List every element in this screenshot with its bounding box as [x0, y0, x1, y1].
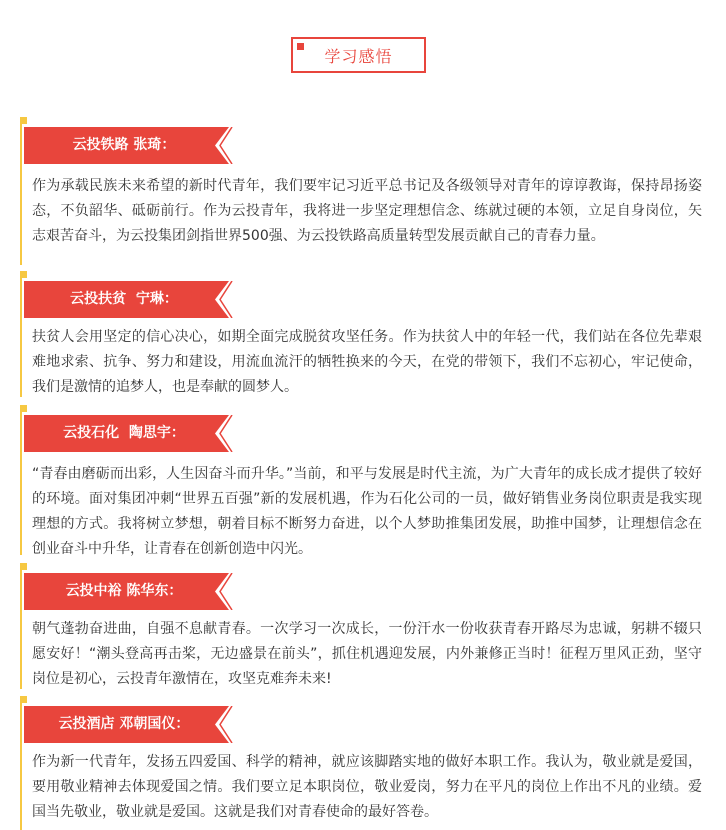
- banner-label: 云投石化 陶思宇：: [63, 425, 185, 441]
- name-banner: [24, 281, 237, 318]
- banner-label: 云投铁路 张琦：: [72, 137, 176, 153]
- banner-label: 云投扶贫 宁琳：: [70, 291, 178, 307]
- name-banner: [24, 415, 237, 452]
- banner-label: 云投中裕 陈华东：: [65, 583, 183, 599]
- name-banner: [24, 127, 237, 164]
- reflection-section: [20, 271, 710, 397]
- section-accent-bar: [20, 117, 22, 265]
- reflection-section: [20, 117, 710, 265]
- reflection-section: [20, 405, 710, 555]
- section-accent-bar: [20, 696, 22, 830]
- reflection-text: “青春由磨砺而出彩，人生因奋斗而升华。”当前，和平与发展是时代主流，为广大青年的成长成才提供了较好的环境。面对集团冲刺“世界五百强”新的发展机遇，作为石化公司的一员，做好销售业务岗位职责是我实现理想的方式。我将树立梦想，朝着目标不断努力奋进，以个人梦助推集团发展，助推中国梦，让理想信念在创业奋斗中升华，让青春在创新创造中闪光。: [32, 466, 702, 557]
- section-accent-bar: [20, 405, 22, 555]
- section-title-box: [291, 37, 426, 73]
- section-accent-bar: [20, 271, 22, 397]
- reflection-text: 扶贫人会用坚定的信心决心，如期全面完成脱贫攻坚任务。作为扶贫人中的年轻一代，我们站在各位先辈艰难地求索、抗争、努力和建设，用流血流汗的牺牲换来的今天，在党的带领下，我们不忘初心，牢记使命，我们是激情的追梦人，也是奉献的圆梦人。: [32, 329, 702, 395]
- banner-label: 云投酒店 邓朝国仪：: [58, 716, 190, 732]
- name-banner: [24, 706, 237, 743]
- reflection-text: 朝气蓬勃奋进曲，自强不息献青春。一次学习一次成长，一份汗水一份收获青春开路尽为忠诚，躬耕不辍只愿安好！“潮头登高再击桨，无边盛景在前头”，抓住机遇迎发展，内外兼修正当时！征程万里风正劲，坚守岗位是初心，云投青年激情在，攻坚克难奔未来!: [32, 621, 702, 687]
- name-banner: [24, 573, 237, 610]
- reflection-section: [20, 563, 710, 689]
- section-accent-bar: [20, 563, 22, 689]
- title-corner-square-icon: [297, 43, 304, 50]
- reflection-text: 作为新一代青年，发扬五四爱国、科学的精神，就应该脚踏实地的做好本职工作。我认为，敬业就是爱国，要用敬业精神去体现爱国之情。我们要立足本职岗位，敬业爱岗，努力在平凡的岗位上作出不凡的业绩。爱国当先敬业，敬业就是爱国。这就是我们对青春使命的最好答卷。: [32, 754, 702, 820]
- reflection-text: 作为承载民族未来希望的新时代青年，我们要牢记习近平总书记及各级领导对青年的谆谆教诲，保持昂扬姿态，不负韶华、砥砺前行。作为云投青年，我将进一步坚定理想信念、练就过硬的本领，立足自身岗位，矢志艰苦奋斗，为云投集团剑指世界500强、为云投铁路高质量转型发展贡献自己的青春力量。: [32, 178, 702, 244]
- reflection-section: [20, 696, 710, 830]
- page-title: 学习感悟: [324, 46, 393, 66]
